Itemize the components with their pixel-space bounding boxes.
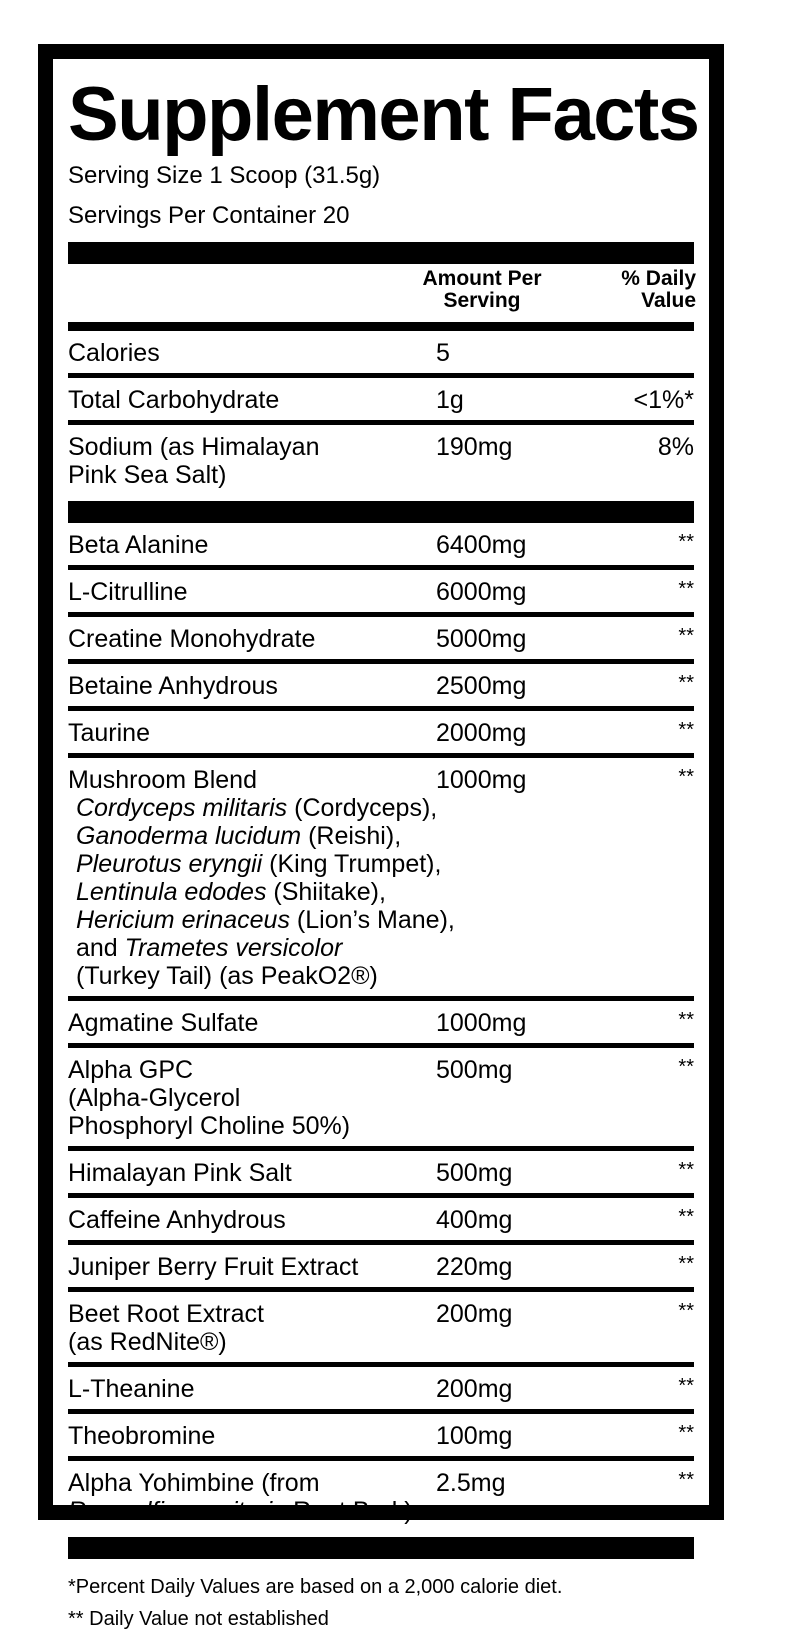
ingredient-row-beta-alanine: Beta Alanine 6400mg ** bbox=[68, 531, 694, 559]
ingredient-row-l-citrulline: L-Citrulline 6000mg ** bbox=[68, 578, 694, 606]
blend-component: Hericium erinaceus (Lion’s Mane), bbox=[76, 906, 455, 934]
ingredient-row-agmatine: Agmatine Sulfate 1000mg ** bbox=[68, 1009, 694, 1037]
blend-component: Cordyceps militaris (Cordyceps), bbox=[76, 794, 438, 822]
nutrient-row-carbohydrate: Total Carbohydrate 1g <1%* bbox=[68, 386, 694, 414]
ingredient-row-juniper: Juniper Berry Fruit Extract 220mg ** bbox=[68, 1253, 694, 1281]
divider-thick bbox=[68, 242, 694, 264]
blend-component: Pleurotus eryngii (King Trumpet), bbox=[76, 850, 442, 878]
ingredient-row-caffeine: Caffeine Anhydrous 400mg ** bbox=[68, 1206, 694, 1234]
footnote-daily-value-not-established: ** Daily Value not established bbox=[68, 1608, 329, 1630]
nutrient-row-calories: Calories 5 bbox=[68, 339, 450, 367]
servings-per-container: Servings Per Container 20 bbox=[68, 202, 350, 229]
ingredient-row-mushroom-blend: Mushroom Blend 1000mg Cordyceps militaris (Cordyceps), Ganoderma lucidum (Reishi), Pleurotus eryngii (King Trumpet), Lentinula edodes (Shiitake), Hericium erinaceus (Lion’s Mane), and Trametes versicolor (Turkey Tail) (as PeakO2®) ** bbox=[68, 766, 694, 990]
blend-component: Ganoderma lucidum (Reishi), bbox=[76, 822, 402, 850]
panel-content bbox=[68, 59, 699, 1631]
column-header bbox=[68, 268, 694, 322]
footnote-percent-daily-value: *Percent Daily Values are based on a 2,000 calorie diet. bbox=[68, 1576, 563, 1598]
daily-value-header: % Daily Value bbox=[621, 267, 696, 312]
divider-medium bbox=[68, 322, 694, 331]
ingredient-row-betaine: Betaine Anhydrous 2500mg ** bbox=[68, 672, 694, 700]
ingredient-row-beet-root: Beet Root Extract (as RedNite®) 200mg ** bbox=[68, 1300, 694, 1356]
divider-thick bbox=[68, 501, 694, 523]
ingredient-row-theobromine: Theobromine 100mg ** bbox=[68, 1422, 694, 1450]
ingredient-row-himalayan-salt: Himalayan Pink Salt 500mg ** bbox=[68, 1159, 694, 1187]
blend-component: (Turkey Tail) (as PeakO2®) bbox=[76, 962, 378, 990]
blend-component: and Trametes versicolor bbox=[76, 934, 343, 962]
panel-title: Supplement Facts bbox=[68, 72, 699, 157]
divider-thick bbox=[68, 1537, 694, 1559]
ingredient-row-taurine: Taurine 2000mg ** bbox=[68, 719, 694, 747]
ingredient-row-creatine: Creatine Monohydrate 5000mg ** bbox=[68, 625, 694, 653]
ingredient-row-alpha-yohimbine: Alpha Yohimbine (from Rauwolfia vomitoria Root Bark) 2.5mg ** bbox=[68, 1469, 694, 1525]
blend-component: Lentinula edodes (Shiitake), bbox=[76, 878, 386, 906]
ingredient-row-alpha-gpc: Alpha GPC (Alpha-Glycerol Phosphoryl Choline 50%) 500mg ** bbox=[68, 1056, 694, 1140]
ingredient-row-l-theanine: L-Theanine 200mg ** bbox=[68, 1375, 694, 1403]
nutrient-row-sodium: Sodium (as Himalayan Pink Sea Salt) 190mg 8% bbox=[68, 433, 694, 489]
serving-size: Serving Size 1 Scoop (31.5g) bbox=[68, 162, 381, 189]
amount-per-serving-header: Amount Per Serving bbox=[422, 267, 542, 312]
supplement-facts-panel bbox=[38, 44, 724, 1630]
